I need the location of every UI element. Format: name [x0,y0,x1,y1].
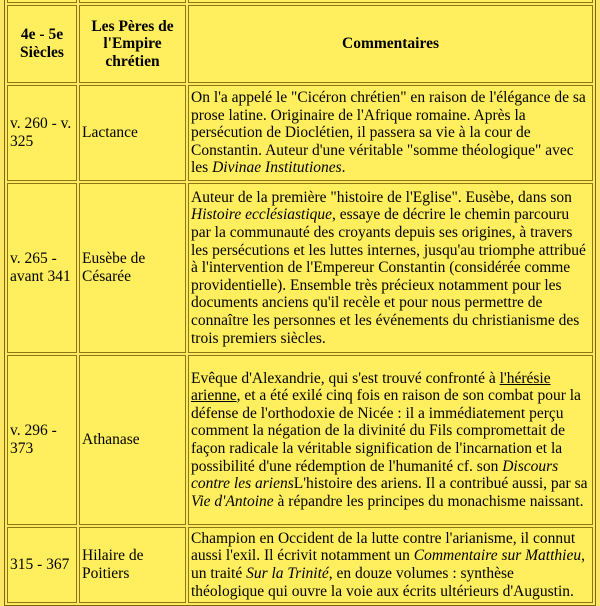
comment-text: , essaye de décrire le chemin parcouru par la communauté des croyants depuis ses origines, à travers les persécutions et les luttes internes, jusqu'au triomphe attribué à l'intervention de l'Empereur Constantin (considérée comme providentielle). Ensemble très précieux notamment pour les documents anciens qu'il recèle et pour nous permettre de connaître les personnes et les événements du christianisme des trois premiers siècles. [191,206,586,347]
name-cell: Athanase [79,355,186,525]
comment-text: , et a été exilé cinq fois en raison de son combat pour la défense de l'orthodoxie de Nicée : il a immédiatement perçu comment la négation de la divinité du Fils compromettait de façon radicale la véritable signification de l'incarnation et la possibilité d'une rédemption de l'humanité cf. son [191,387,581,475]
work-title: Vie d'Antoine [191,492,274,510]
comment-text: Auteur de la première "histoire de l'Eglise". Eusèbe, dans son [191,188,572,206]
work-title: Histoire ecclésiastique [191,206,333,224]
comment-text: Evêque d'Alexandrie, qui s'est trouvé confronté à [191,369,500,387]
comment-cell [188,85,593,181]
header-centuries: 4e - 5e Siècles [7,5,77,83]
top-spacer-row [7,0,593,3]
work-title: Discours contre les ariens [191,457,559,493]
table-row [7,527,593,603]
spacer-cell [7,0,77,3]
comment-text: , un traité [191,547,585,582]
table-row [7,85,593,181]
header-comments: Commentaires [188,5,593,83]
name-cell: Lactance [79,85,186,181]
work-title: Sur la Trinité [246,565,329,582]
comment-text: . [341,159,346,177]
table-row [7,355,593,525]
table-row [7,183,593,353]
comment-text: , en douze volumes : synthèse théologique qui ouvre la voie aux écrits ultérieurs d'Augustin. [191,565,574,600]
period-cell: 315 - 367 [7,527,77,603]
name-cell: Eusèbe de Césarée [79,183,186,353]
comment-text: Champion en Occident de la lutte contre l'arianisme, il connut aussi l'exil. Il écrivit notamment un [191,529,576,565]
spacer-cell [79,0,186,3]
work-title: Commentaire sur Matthieu [413,547,582,565]
header-fathers: Les Pères de l'Empire chrétien [79,5,186,83]
name-cell: Hilaire de Poitiers [79,527,186,603]
fathers-table [4,0,596,606]
comment-text: à répandre les principes du monachisme naissant. [273,492,584,510]
period-cell: v. 296 - 373 [7,355,77,525]
comment-cell [188,527,593,603]
period-cell: v. 260 - v. 325 [7,85,77,181]
period-cell: v. 265 - avant 341 [7,183,77,353]
spacer-cell [188,0,593,3]
heresy-link[interactable]: l'hérésie arienne [191,369,551,405]
comment-cell [188,355,593,525]
comment-cell [188,183,593,353]
header-row [7,5,593,83]
comment-text: On l'a appelé le "Cicéron chrétien" en raison de l'élégance de sa prose latine. Originaire de l'Afrique romaine. Après la persécution de Dioclétien, il passera sa vie à la cour de Constantin. Auteur d'une véritable "somme théologique" avec les [191,89,586,177]
comment-text: L'histoire des ariens. Il a contribué aussi, par sa [293,475,588,493]
work-title: Divinae Institutiones [212,159,342,177]
